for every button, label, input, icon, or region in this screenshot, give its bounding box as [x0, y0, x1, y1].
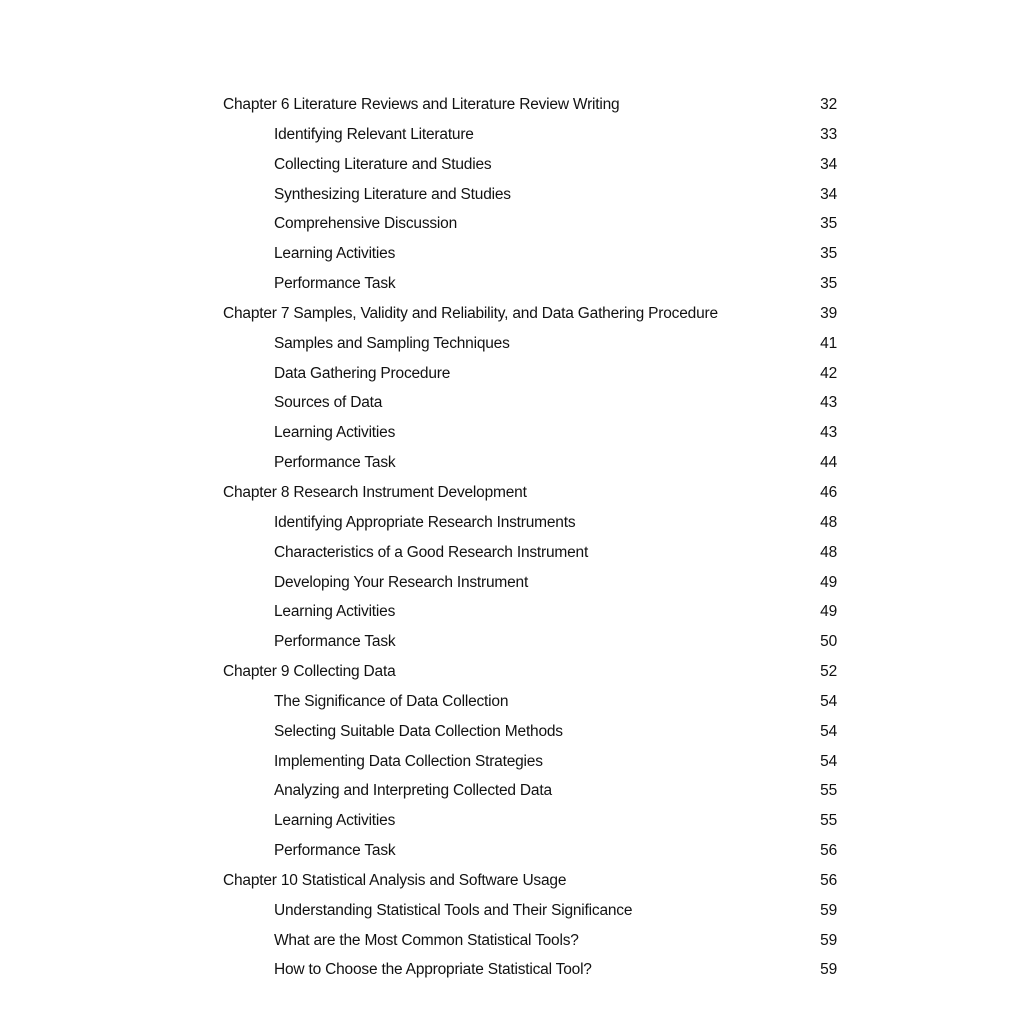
toc-section [223, 627, 843, 657]
toc-section [223, 806, 843, 836]
toc-section [223, 448, 843, 478]
toc-entry-title: Performance Task [274, 275, 396, 293]
toc-entry-title: Chapter 6 Literature Reviews and Literature Review Writing [223, 96, 620, 113]
table-of-contents [223, 90, 843, 985]
toc-page-number: 55 [820, 782, 837, 800]
toc-section [223, 926, 843, 956]
toc-page-number: 44 [820, 454, 837, 472]
toc-entry-title: Chapter 9 Collecting Data [223, 663, 396, 681]
toc-page-number: 35 [820, 275, 837, 293]
toc-entry-title: Analyzing and Interpreting Collected Data [274, 782, 552, 800]
toc-section [223, 955, 843, 985]
toc-entry-title: Identifying Appropriate Research Instruments [274, 513, 576, 531]
toc-page-number: 43 [820, 424, 837, 442]
toc-section [223, 150, 843, 180]
toc-section [223, 120, 843, 150]
toc-entry-title: Learning Activities [274, 245, 396, 263]
toc-entry-title: Developing Your Research Instrument [274, 573, 529, 591]
toc-page-number: 35 [820, 215, 837, 233]
toc-page-number: 48 [820, 513, 837, 531]
toc-entry-title: Learning Activities [274, 424, 396, 442]
toc-section [223, 597, 843, 627]
toc-entry-title: Comprehensive Discussion [274, 215, 458, 233]
toc-entry-title: Selecting Suitable Data Collection Methods [274, 722, 563, 740]
toc-page-number: 41 [820, 334, 837, 352]
toc-page-number: 54 [820, 752, 837, 770]
toc-section [223, 776, 843, 806]
toc-page-number: 56 [820, 871, 837, 889]
toc-entry-title: How to Choose the Appropriate Statistical Tool? [274, 961, 592, 979]
toc-section [223, 418, 843, 448]
toc-section [223, 896, 843, 926]
toc-entry-title: Samples and Sampling Techniques [274, 334, 510, 352]
toc-page-number: 59 [820, 931, 837, 949]
toc-entry-title: The Significance of Data Collection [274, 692, 509, 710]
toc-section [223, 508, 843, 538]
toc-page-number: 59 [820, 961, 837, 979]
toc-page-number: 35 [820, 245, 837, 263]
toc-entry-title: Implementing Data Collection Strategies [274, 752, 543, 770]
toc-chapter-9 [223, 657, 843, 687]
toc-section [223, 568, 843, 598]
toc-page-number: 52 [820, 663, 837, 681]
toc-section [223, 388, 843, 418]
toc-page-number: 46 [820, 483, 837, 501]
toc-chapter-7 [223, 299, 843, 329]
toc-page-number: 59 [820, 901, 837, 919]
toc-page-number: 34 [820, 155, 837, 173]
toc-page-number: 43 [820, 394, 837, 412]
toc-entry-title: Chapter 7 Samples, Validity and Reliability, and Data Gathering Procedure [223, 304, 718, 322]
toc-chapter-8 [223, 478, 843, 508]
toc-page-number: 49 [820, 603, 837, 621]
toc-page-number: 54 [820, 722, 837, 740]
toc-page-number: 56 [820, 842, 837, 860]
toc-section [223, 239, 843, 269]
toc-section [223, 687, 843, 717]
toc-page-number: 54 [820, 692, 837, 710]
toc-page-number: 32 [820, 96, 837, 113]
toc-entry-title: Performance Task [274, 842, 396, 860]
toc-section [223, 538, 843, 568]
toc-section [223, 717, 843, 747]
toc-page-number: 50 [820, 633, 837, 651]
toc-page-number: 55 [820, 812, 837, 830]
toc-entry-title: Chapter 10 Statistical Analysis and Software Usage [223, 871, 567, 889]
toc-section [223, 269, 843, 299]
toc-page-number: 49 [820, 573, 837, 591]
toc-entry-title: Identifying Relevant Literature [274, 125, 474, 143]
toc-section [223, 209, 843, 239]
toc-entry-title: What are the Most Common Statistical Tools? [274, 931, 579, 949]
toc-section [223, 359, 843, 389]
toc-entry-title: Understanding Statistical Tools and Their Significance [274, 901, 633, 919]
toc-entry-title: Learning Activities [274, 812, 396, 830]
toc-page-number: 48 [820, 543, 837, 561]
toc-entry-title: Characteristics of a Good Research Instrument [274, 543, 589, 561]
toc-section [223, 329, 843, 359]
toc-entry-title: Learning Activities [274, 603, 396, 621]
toc-entry-title: Sources of Data [274, 394, 383, 412]
toc-section [223, 747, 843, 777]
toc-entry-title: Data Gathering Procedure [274, 364, 451, 382]
toc-page-number: 39 [820, 304, 837, 322]
toc-page-number: 34 [820, 185, 837, 203]
toc-entry-title: Synthesizing Literature and Studies [274, 185, 511, 203]
toc-section [223, 180, 843, 210]
toc-section [223, 836, 843, 866]
toc-page-number: 33 [820, 125, 837, 143]
toc-entry-title: Performance Task [274, 633, 396, 651]
toc-chapter-6 [223, 90, 843, 120]
toc-page-number: 42 [820, 364, 837, 382]
toc-entry-title: Collecting Literature and Studies [274, 155, 492, 173]
toc-chapter-10 [223, 866, 843, 896]
toc-entry-title: Performance Task [274, 454, 396, 472]
toc-entry-title: Chapter 8 Research Instrument Development [223, 483, 527, 501]
